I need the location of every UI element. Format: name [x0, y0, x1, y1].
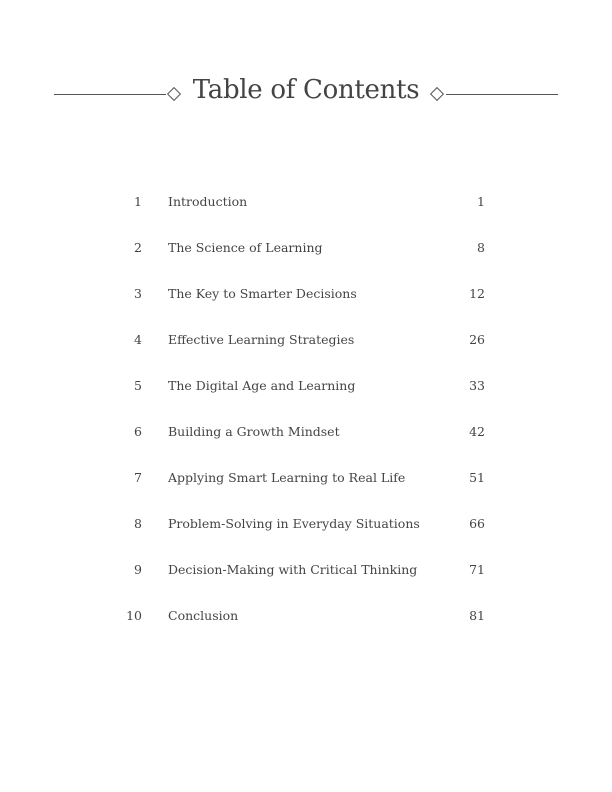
page-number: 12 [469, 286, 485, 301]
toc-entry[interactable] [0, 420, 612, 466]
page-number: 26 [469, 332, 485, 347]
toc-list [0, 190, 612, 650]
chapter-number: 4 [134, 332, 142, 347]
chapter-title: Effective Learning Strategies [168, 332, 355, 347]
chapter-number: 6 [134, 424, 142, 439]
toc-entry[interactable] [0, 604, 612, 650]
toc-entry[interactable] [0, 512, 612, 558]
page-number: 1 [477, 194, 485, 209]
left-rule-divider [54, 94, 166, 95]
chapter-number: 7 [134, 470, 142, 485]
right-rule-divider [446, 94, 558, 95]
toc-entry[interactable] [0, 374, 612, 420]
page-number: 42 [469, 424, 485, 439]
chapter-number: 5 [134, 378, 142, 393]
toc-entry[interactable] [0, 190, 612, 236]
page-number: 81 [469, 608, 485, 623]
page-number: 66 [469, 516, 485, 531]
chapter-number: 2 [134, 240, 142, 255]
chapter-number: 8 [134, 516, 142, 531]
chapter-title: The Science of Learning [168, 240, 323, 255]
chapter-number: 1 [134, 194, 142, 209]
toc-entry[interactable] [0, 282, 612, 328]
chapter-number: 3 [134, 286, 142, 301]
chapter-title: Building a Growth Mindset [168, 424, 340, 439]
chapter-title: Conclusion [168, 608, 239, 623]
toc-entry[interactable] [0, 236, 612, 282]
chapter-number: 10 [126, 608, 142, 623]
toc-entry[interactable] [0, 466, 612, 512]
chapter-number: 9 [134, 562, 142, 577]
page-number: 8 [477, 240, 485, 255]
chapter-title: Decision-Making with Critical Thinking [168, 562, 418, 577]
diamond-ornament-icon [167, 87, 181, 101]
page-number: 51 [469, 470, 485, 485]
chapter-title: Applying Smart Learning to Real Life [168, 470, 406, 485]
diamond-ornament-icon [430, 87, 444, 101]
page-title: Table of Contents [192, 75, 420, 105]
toc-header [0, 70, 612, 118]
chapter-title: Introduction [168, 194, 248, 209]
chapter-title: The Digital Age and Learning [168, 378, 356, 393]
chapter-title: Problem-Solving in Everyday Situations [168, 516, 420, 531]
page-number: 33 [469, 378, 485, 393]
page-number: 71 [469, 562, 485, 577]
chapter-title: The Key to Smarter Decisions [168, 286, 357, 301]
toc-entry[interactable] [0, 328, 612, 374]
toc-entry[interactable] [0, 558, 612, 604]
